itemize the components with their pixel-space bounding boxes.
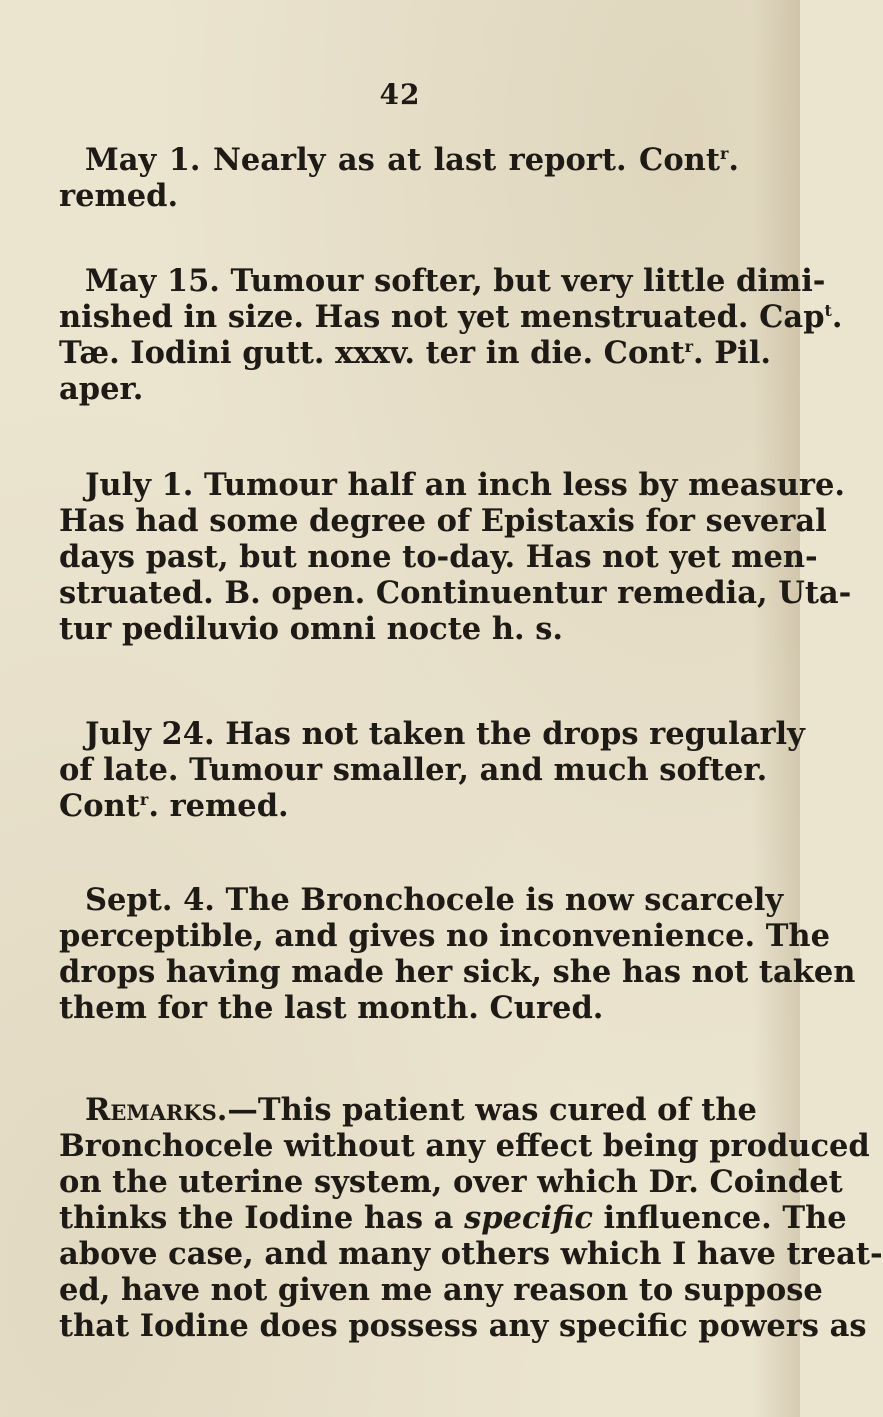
- entry-july-24: [59, 716, 805, 824]
- text-line: tur pediluvio omni nocte h. s.: [59, 611, 564, 647]
- text-line: of late. Tumour smaller, and much softer.: [59, 752, 768, 788]
- text-line: Cont$^r$. remed.: [59, 788, 289, 824]
- text-line: struated. B. open. Continuentur remedia, Uta-: [59, 575, 852, 611]
- entry-july-1: [59, 467, 852, 647]
- text-line: them for the last month. Cured.: [59, 990, 604, 1026]
- text-line: Sept. 4. The Bronchocele is now scarcely: [85, 882, 784, 918]
- text-line: ed, have not given me any reason to suppose: [59, 1272, 823, 1308]
- text-line: aper.: [59, 371, 144, 407]
- text-line: May 1. Nearly as at last report. Cont$^r$.: [85, 142, 739, 178]
- text-line: Bronchocele without any effect being produced: [59, 1128, 870, 1164]
- text-line: July 24. Has not taken the drops regularly: [85, 716, 805, 752]
- text-line: above case, and many others which I have treat-: [59, 1236, 883, 1272]
- remarks-paragraph: [59, 1092, 883, 1344]
- text-line: remed.: [59, 178, 179, 214]
- text-line: perceptible, and gives no inconvenience. The: [59, 918, 830, 954]
- text-line: that Iodine does possess any specific powers as: [59, 1308, 867, 1344]
- text-line: May 15. Tumour softer, but very little dimi-: [85, 263, 826, 299]
- text-line: July 1. Tumour half an inch less by measure.: [85, 467, 845, 503]
- remarks-heading: Remarks.: [85, 1092, 228, 1128]
- entry-may-1: [59, 142, 739, 214]
- text-line: days past, but none to-day. Has not yet men-: [59, 539, 818, 575]
- page-number: 42: [379, 78, 421, 111]
- text-line: Tæ. Iodini gutt. xxxv. ter in die. Cont$^r$. Pil.: [59, 335, 771, 371]
- entry-sept-4: [59, 882, 856, 1026]
- text-line: nished in size. Has not yet menstruated. Cap$^t$.: [59, 299, 843, 335]
- text-line: Has had some degree of Epistaxis for several: [59, 503, 827, 539]
- text-line: drops having made her sick, she has not taken: [59, 954, 856, 990]
- text-line: Remarks.—This patient was cured of the: [85, 1092, 757, 1128]
- text-line: on the uterine system, over which Dr. Coindet: [59, 1164, 843, 1200]
- entry-may-15: [59, 263, 843, 407]
- text-line: thinks the Iodine has a specific influence. The: [59, 1200, 847, 1236]
